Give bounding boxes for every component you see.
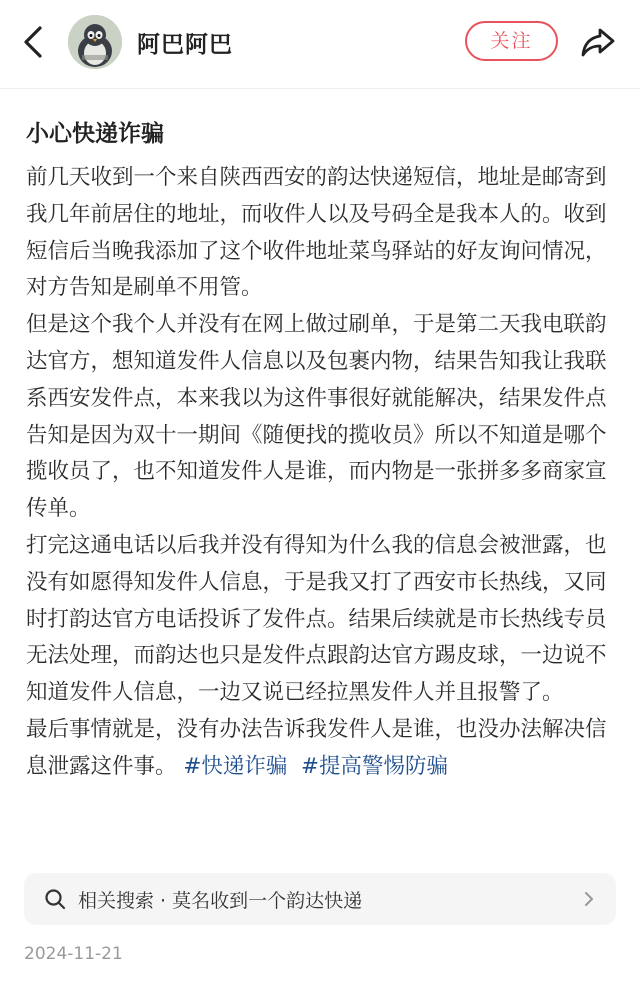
- share-button[interactable]: [578, 22, 618, 62]
- hashtag-link[interactable]: #提高警惕防骗: [301, 753, 449, 779]
- note-paragraph-text: 最后事情就是，没有办法告诉我发件人是谁，也没办法解决信息泄露这件事。: [26, 716, 607, 779]
- chevron-right-icon: [582, 890, 596, 908]
- note-paragraph: 打完这通电话以后我并没有得知为什么我的信息会被泄露，也没有如愿得知发件人信息，于是我又打了西安市长热线，又同时打韵达官方电话投诉了发件点。结果后续就是市长热线专员无法处理，而韵达也只是发件点跟韵达官方踢皮球，一边说不知道发件人信息，一边又说已经拉黑发件人并且报警了。: [26, 532, 607, 706]
- search-icon: [44, 888, 66, 910]
- note-body: [26, 160, 618, 786]
- post-date: 2024-11-21: [24, 944, 123, 964]
- author-name[interactable]: 阿巴阿巴: [137, 32, 233, 58]
- penguin-avatar-icon: [68, 15, 122, 69]
- chevron-left-icon: [14, 22, 54, 62]
- hashtag-link[interactable]: #快递诈骗: [183, 753, 288, 779]
- header-divider: [0, 88, 640, 89]
- related-search-bar[interactable]: [24, 873, 616, 925]
- note-title: 小心快递诈骗: [26, 121, 164, 147]
- related-search-text: 相关搜索 · 莫名收到一个韵达快递: [78, 890, 363, 912]
- back-button[interactable]: [14, 22, 54, 62]
- follow-button[interactable]: 关注: [465, 21, 558, 61]
- avatar[interactable]: [68, 15, 122, 69]
- share-arrow-icon: [578, 22, 618, 62]
- note-last-paragraph: [26, 712, 618, 786]
- note-paragraph: 但是这个我个人并没有在网上做过刷单，于是第二天我电联韵达官方，想知道发件人信息以及包裹内物，结果告知我让我联系西安发件点，本来我以为这件事很好就能解决，结果发件点告知是因为双十一期间《随便找的揽收员》所以不知道是哪个揽收员了，也不知道发件人是谁，而内物是一张拼多多商家宣传单。: [26, 312, 607, 522]
- top-bar: [0, 0, 640, 84]
- note-paragraph: 前几天收到一个来自陕西西安的韵达快递短信，地址是邮寄到我几年前居住的地址，而收件人以及号码全是我本人的。收到短信后当晚我添加了这个收件地址菜鸟驿站的好友询问情况，对方告知是刷单不用管。: [26, 165, 607, 301]
